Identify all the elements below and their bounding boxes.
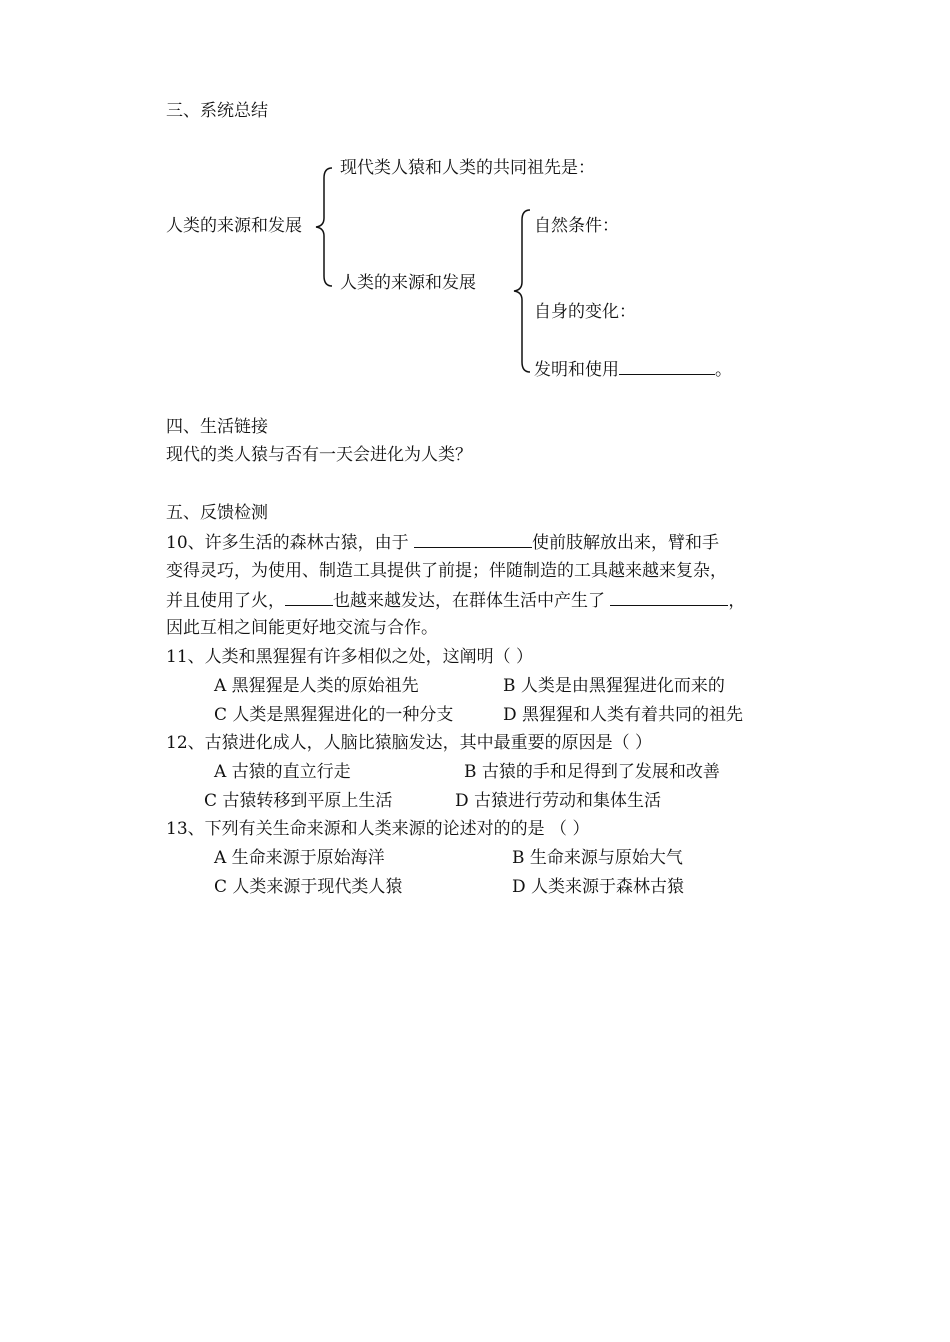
q13-option-a[interactable]: A 生命来源于原始海洋 <box>214 848 385 868</box>
q13-option-b[interactable]: B 生命来源与原始大气 <box>512 848 683 868</box>
q13-option-c[interactable]: C 人类来源于现代类人猿 <box>214 877 403 897</box>
q11-option-b[interactable]: B 人类是由黑猩猩进化而来的 <box>503 676 725 696</box>
q12-option-c[interactable]: C 古猿转移到平原上生活 <box>204 791 393 811</box>
q13-option-d[interactable]: D 人类来源于森林古猿 <box>512 877 685 897</box>
section4-heading: 四、生活链接 <box>166 417 268 437</box>
concept-branch-ancestor: 现代类人猿和人类的共同祖先是： <box>340 158 595 178</box>
q11-option-c[interactable]: C 人类是黑猩猩进化的一种分支 <box>214 705 454 725</box>
concept-branch-origin: 人类的来源和发展 <box>340 273 476 293</box>
fill-blank[interactable] <box>619 358 715 375</box>
q10-text: ， <box>728 591 746 611</box>
q11-stem: 11、人类和黑猩猩有许多相似之处，这阐明（ ） <box>166 647 534 667</box>
q10-text: 使前肢解放出来，臂和手 <box>532 533 720 553</box>
section5-heading: 五、反馈检测 <box>166 503 268 523</box>
left-brace-icon <box>510 204 532 380</box>
q10-text: 10、许多生活的森林古猿，由于 <box>166 533 415 553</box>
q12-stem: 12、古猿进化成人，人脑比猿脑发达，其中最重要的原因是（ ） <box>166 733 653 753</box>
section4-question: 现代的类人猿与否有一天会进化为人类？ <box>166 445 472 465</box>
concept-self-change: 自身的变化： <box>534 302 636 322</box>
fill-blank[interactable] <box>285 589 333 606</box>
section3-heading: 三、系统总结 <box>166 101 268 121</box>
fill-blank[interactable] <box>414 531 532 548</box>
concept-natural-conditions: 自然条件： <box>534 216 619 236</box>
concept-root: 人类的来源和发展 <box>166 216 302 236</box>
q10-line4: 因此互相之间能更好地交流与合作。 <box>166 618 438 638</box>
q12-option-b[interactable]: B 古猿的手和足得到了发展和改善 <box>464 762 720 782</box>
q12-option-d[interactable]: D 古猿进行劳动和集体生活 <box>455 791 662 811</box>
q10-line2: 变得灵巧，为使用、制造工具提供了前提；伴随制造的工具越来越来复杂， <box>166 561 727 581</box>
tool-use-period: 。 <box>715 360 732 380</box>
q10-line1 <box>166 531 719 554</box>
q10-line3 <box>166 589 745 612</box>
q12-option-a[interactable]: A 古猿的直立行走 <box>214 762 351 782</box>
fill-blank[interactable] <box>610 589 728 606</box>
q11-option-d[interactable]: D 黑猩猩和人类有着共同的祖先 <box>503 705 744 725</box>
q11-option-a[interactable]: A 黑猩猩是人类的原始祖先 <box>214 676 419 696</box>
q13-stem: 13、下列有关生命来源和人类来源的论述对的的是 （ ） <box>166 819 590 839</box>
concept-tool-use <box>534 358 732 381</box>
q10-text: 也越来越发达，在群体生活中产生了 <box>333 591 611 611</box>
left-brace-icon <box>312 162 334 292</box>
tool-use-label: 发明和使用 <box>534 360 619 380</box>
q10-text: 并且使用了火， <box>166 591 285 611</box>
